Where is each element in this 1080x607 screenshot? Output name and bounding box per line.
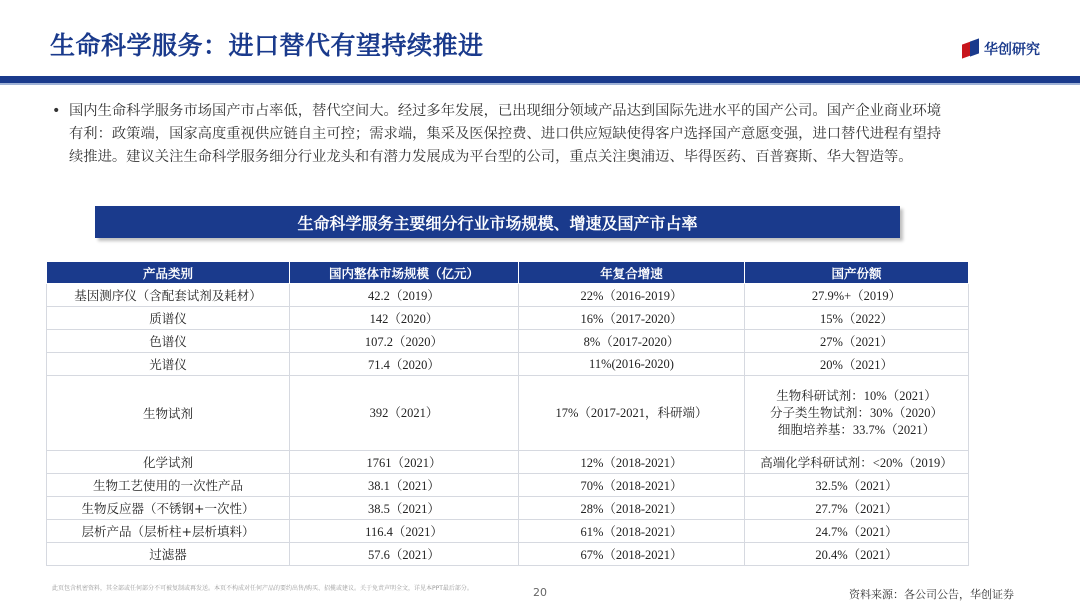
cell-domestic-share: 20%（2021） — [745, 353, 969, 376]
header-divider — [0, 76, 1080, 83]
cell-category: 生物试剂 — [47, 376, 290, 451]
footer-disclaimer: 此页包含机密资料，其全部或任何部分不可被复制或再发送。本页不构成对任何产品的要约出售/购买、招揽或建议。关于免责声明全文，详见本PPT最后部分。 — [52, 585, 473, 592]
table-row — [47, 284, 969, 307]
table-title-banner — [95, 206, 900, 238]
cell-cagr: 67%（2018-2021） — [519, 543, 745, 566]
cell-cagr: 12%（2018-2021） — [519, 451, 745, 474]
cell-market-size: 116.4（2021） — [290, 520, 519, 543]
cell-category: 化学试剂 — [47, 451, 290, 474]
cell-market-size: 42.2（2019） — [290, 284, 519, 307]
logo-text: 华创研究 — [984, 42, 1040, 58]
cell-domestic-share: 20.4%（2021） — [745, 543, 969, 566]
summary-bullet — [52, 100, 952, 169]
table-row — [47, 451, 969, 474]
cell-cagr: 22%（2016-2019） — [519, 284, 745, 307]
share-line: 分子类生物试剂：30%（2020） — [770, 405, 943, 420]
header-market-size: 国内整体市场规模（亿元） — [290, 262, 519, 284]
cell-market-size: 142（2020） — [290, 307, 519, 330]
cell-domestic-share: 24.7%（2021） — [745, 520, 969, 543]
share-line: 细胞培养基：33.7%（2021） — [777, 422, 936, 437]
cell-market-size: 71.4（2020） — [290, 353, 519, 376]
table-row — [47, 353, 969, 376]
cell-category: 质谱仪 — [47, 307, 290, 330]
cell-market-size: 107.2（2020） — [290, 330, 519, 353]
cell-category: 层析产品（层析柱+层析填料） — [47, 520, 290, 543]
header-domestic-share: 国产份额 — [745, 262, 969, 284]
cell-cagr: 11%(2016-2020) — [519, 353, 745, 376]
header-cagr: 年复合增速 — [519, 262, 745, 284]
cell-domestic-share: 32.5%（2021） — [745, 474, 969, 497]
cell-category: 基因测序仪（含配套试剂及耗材） — [47, 284, 290, 307]
summary-text: 国内生命科学服务市场国产市占率低，替代空间大。经过多年发展，已出现细分领域产品达到国际先进水平的国产公司。国产企业商业环境有利：政策端，国家高度重视供应链自主可控；需求端，集采及医保控费、进口供应短缺使得客户选择国产意愿变强，进口替代进程有望持续推进。建议关注生命科学服务细分行业龙头和有潜力发展成为平台型的公司，重点关注奥浦迈、毕得医药、百普赛斯、华大智造等。 — [69, 103, 942, 165]
logo-mark-icon — [962, 40, 980, 58]
table-row — [47, 497, 969, 520]
table-row — [47, 330, 969, 353]
cell-domestic-share: 27%（2021） — [745, 330, 969, 353]
share-line: 生物科研试剂：10%（2021） — [776, 388, 937, 403]
cell-domestic-share: 高端化学科研试剂：<20%（2019） — [745, 451, 969, 474]
page-number: 20 — [533, 586, 547, 599]
cell-market-size: 57.6（2021） — [290, 543, 519, 566]
table-header-row — [47, 262, 969, 284]
cell-cagr: 17%（2017-2021，科研端） — [519, 376, 745, 451]
cell-cagr: 61%（2018-2021） — [519, 520, 745, 543]
cell-market-size: 1761（2021） — [290, 451, 519, 474]
cell-category: 过滤器 — [47, 543, 290, 566]
cell-cagr: 70%（2018-2021） — [519, 474, 745, 497]
brand-logo — [962, 39, 1040, 59]
cell-domestic-share: 27.7%（2021） — [745, 497, 969, 520]
cell-market-size: 392（2021） — [290, 376, 519, 451]
cell-market-size: 38.5（2021） — [290, 497, 519, 520]
cell-cagr: 8%（2017-2020） — [519, 330, 745, 353]
header-divider-light — [0, 83, 1080, 85]
market-table — [46, 261, 969, 566]
cell-category: 光谱仪 — [47, 353, 290, 376]
cell-category: 生物反应器（不锈钢+一次性） — [47, 497, 290, 520]
source-note: 资料来源：各公司公告，华创证券 — [849, 588, 1014, 601]
cell-cagr: 16%（2017-2020） — [519, 307, 745, 330]
table-row — [47, 307, 969, 330]
cell-category: 生物工艺使用的一次性产品 — [47, 474, 290, 497]
cell-domestic-share: 27.9%+（2019） — [745, 284, 969, 307]
table-row — [47, 520, 969, 543]
cell-domestic-share: 15%（2022） — [745, 307, 969, 330]
header-category: 产品类别 — [47, 262, 290, 284]
page-title: 生命科学服务：进口替代有望持续推进 — [50, 31, 484, 60]
cell-domestic-share — [745, 376, 969, 451]
bullet-dot-icon: • — [52, 103, 61, 119]
table-row — [47, 474, 969, 497]
cell-market-size: 38.1（2021） — [290, 474, 519, 497]
cell-cagr: 28%（2018-2021） — [519, 497, 745, 520]
table-row — [47, 543, 969, 566]
table-title: 生命科学服务主要细分行业市场规模、增速及国产市占率 — [297, 213, 698, 233]
cell-category: 色谱仪 — [47, 330, 290, 353]
table-row — [47, 376, 969, 451]
